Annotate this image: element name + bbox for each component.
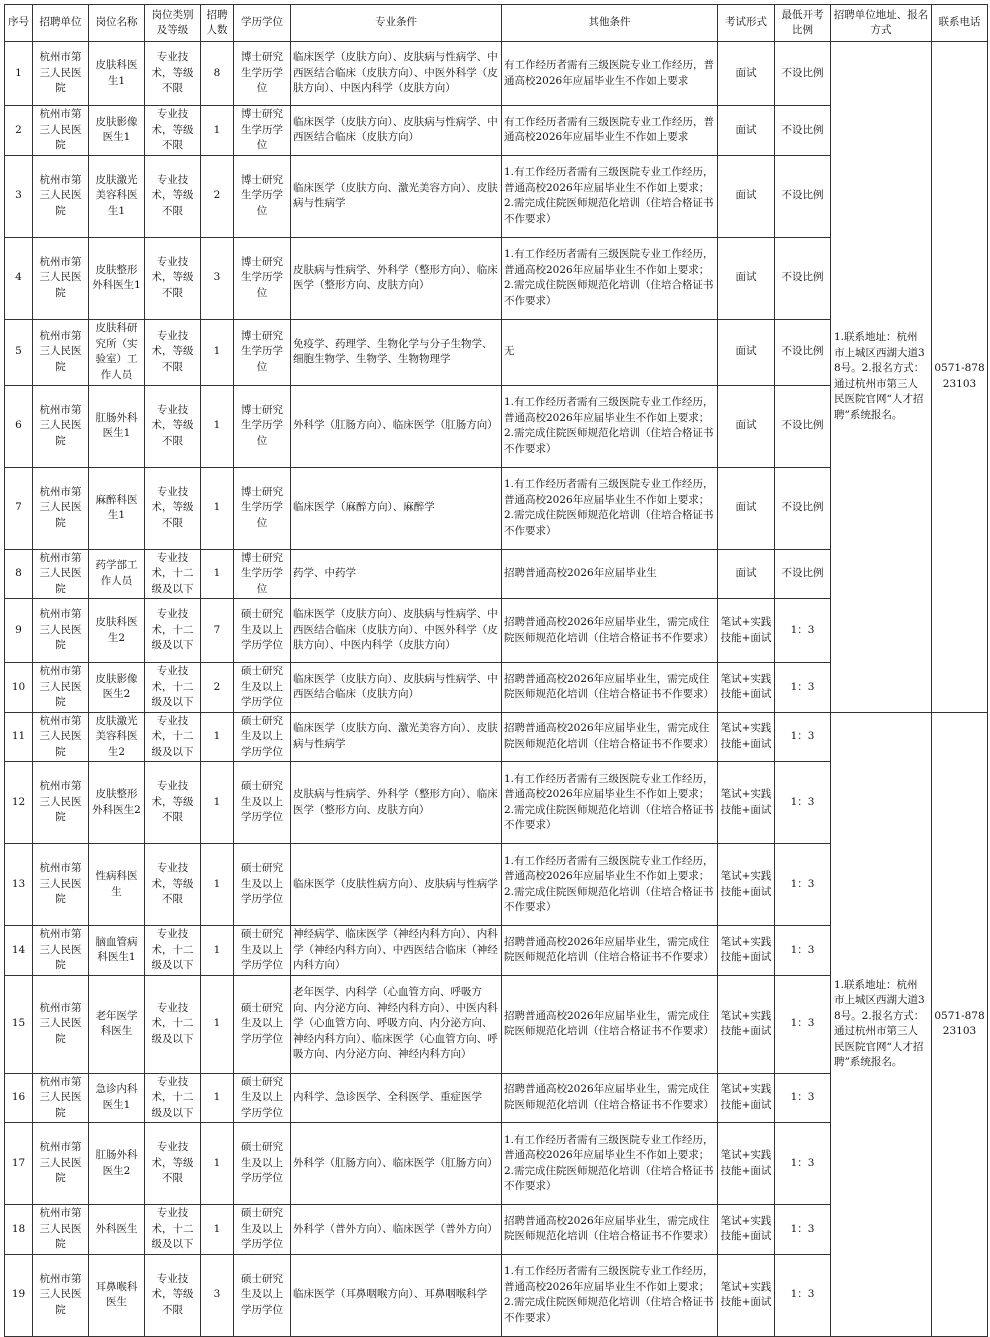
other-requirement: 1.有工作经历者需有三级医院专业工作经历，普通高校2026年应届毕业生不作如上要求；2.需完成住院医师规范化培训（住培合格证书不作要求） xyxy=(502,1123,718,1205)
post-name: 皮肤整形外科医生1 xyxy=(89,237,145,319)
post-category: 专业技术，十二级及以下 xyxy=(145,1205,201,1255)
exam-ratio: 1：3 xyxy=(775,975,831,1073)
hiring-count: 1 xyxy=(201,1205,234,1255)
row-number: 6 xyxy=(5,385,33,467)
education-requirement: 博士研究生学历学位 xyxy=(234,549,291,599)
post-category: 专业技术，十二级及以下 xyxy=(145,712,201,762)
employer-unit: 杭州市第三人民医院 xyxy=(33,467,89,549)
other-requirement: 1.有工作经历者需有三级医院专业工作经历，普通高校2026年应届毕业生不作如上要求；2.需完成住院医师规范化培训（住培合格证书不作要求） xyxy=(502,1254,718,1336)
education-requirement: 博士研究生学历学位 xyxy=(234,237,291,319)
table-body xyxy=(5,42,988,1337)
row-number: 18 xyxy=(5,1205,33,1255)
other-requirement: 1.有工作经历者需有三级医院专业工作经历，普通高校2026年应届毕业生不作如上要求；2.需完成住院医师规范化培训（住培合格证书不作要求） xyxy=(502,385,718,467)
row-number: 11 xyxy=(5,712,33,762)
row-number: 9 xyxy=(5,599,33,663)
major-requirement: 免疫学、药理学、生物化学与分子生物学、细胞生物学、生物学、生物物理学 xyxy=(291,319,502,385)
hiring-count: 2 xyxy=(201,663,234,713)
employer-unit: 杭州市第三人民医院 xyxy=(33,106,89,156)
exam-format: 笔试+实践技能+面试 xyxy=(718,1123,775,1205)
major-requirement: 外科学（普外方向）、临床医学（普外方向） xyxy=(291,1205,502,1255)
education-requirement: 硕士研究生及以上学历学位 xyxy=(234,844,291,926)
hiring-count: 7 xyxy=(201,599,234,663)
post-category: 专业技术，等级不限 xyxy=(145,1123,201,1205)
exam-ratio: 1：3 xyxy=(775,762,831,844)
education-requirement: 硕士研究生及以上学历学位 xyxy=(234,762,291,844)
row-number: 10 xyxy=(5,663,33,713)
post-name: 药学部工作人员 xyxy=(89,549,145,599)
other-requirement: 招聘普通高校2026年应届毕业生，需完成住院医师规范化培训（住培合格证书不作要求） xyxy=(502,1205,718,1255)
education-requirement: 博士研究生学历学位 xyxy=(234,106,291,156)
post-category: 专业技术，十二级及以下 xyxy=(145,599,201,663)
exam-format: 面试 xyxy=(718,319,775,385)
post-category: 专业技术，十二级及以下 xyxy=(145,975,201,1073)
hiring-count: 3 xyxy=(201,1254,234,1336)
employer-unit: 杭州市第三人民医院 xyxy=(33,844,89,926)
post-name: 皮肤激光美容科医生1 xyxy=(89,155,145,237)
row-number: 7 xyxy=(5,467,33,549)
exam-format: 笔试+实践技能+面试 xyxy=(718,663,775,713)
header-no: 序号 xyxy=(5,5,33,42)
header-contact: 招聘单位地址、报名方式 xyxy=(831,5,932,42)
post-name: 老年医学科医生 xyxy=(89,975,145,1073)
employer-unit: 杭州市第三人民医院 xyxy=(33,1254,89,1336)
header-category: 岗位类别及等级 xyxy=(145,5,201,42)
education-requirement: 硕士研究生及以上学历学位 xyxy=(234,1123,291,1205)
other-requirement: 无 xyxy=(502,319,718,385)
other-requirement: 招聘普通高校2026年应届毕业生，需完成住院医师规范化培训（住培合格证书不作要求） xyxy=(502,663,718,713)
major-requirement: 药学、中药学 xyxy=(291,549,502,599)
hiring-count: 1 xyxy=(201,467,234,549)
exam-ratio: 1：3 xyxy=(775,844,831,926)
education-requirement: 博士研究生学历学位 xyxy=(234,155,291,237)
exam-ratio: 不设比例 xyxy=(775,42,831,106)
major-requirement: 临床医学（皮肤方向、激光美容方向）、皮肤病与性病学 xyxy=(291,712,502,762)
row-number: 13 xyxy=(5,844,33,926)
post-category: 专业技术，等级不限 xyxy=(145,467,201,549)
post-name: 皮肤整形外科医生2 xyxy=(89,762,145,844)
exam-format: 面试 xyxy=(718,237,775,319)
exam-format: 笔试+实践技能+面试 xyxy=(718,975,775,1073)
employer-unit: 杭州市第三人民医院 xyxy=(33,155,89,237)
post-name: 肛肠外科医生2 xyxy=(89,1123,145,1205)
post-name: 皮肤科医生1 xyxy=(89,42,145,106)
post-category: 专业技术，等级不限 xyxy=(145,762,201,844)
hiring-count: 1 xyxy=(201,385,234,467)
employer-unit: 杭州市第三人民医院 xyxy=(33,385,89,467)
exam-format: 笔试+实践技能+面试 xyxy=(718,599,775,663)
other-requirement: 招聘普通高校2026年应届毕业生，需完成住院医师规范化培训（住培合格证书不作要求） xyxy=(502,975,718,1073)
hiring-count: 1 xyxy=(201,319,234,385)
education-requirement: 硕士研究生及以上学历学位 xyxy=(234,1254,291,1336)
exam-format: 笔试+实践技能+面试 xyxy=(718,1073,775,1123)
contact-address: 1.联系地址：杭州市上城区西湖大道38号。2.报名方式：通过杭州市第三人民医院官网“人才招聘”系统报名。 xyxy=(831,42,932,713)
header-count: 招聘人数 xyxy=(201,5,234,42)
employer-unit: 杭州市第三人民医院 xyxy=(33,762,89,844)
exam-format: 笔试+实践技能+面试 xyxy=(718,1254,775,1336)
exam-format: 面试 xyxy=(718,385,775,467)
exam-format: 面试 xyxy=(718,155,775,237)
exam-ratio: 不设比例 xyxy=(775,467,831,549)
post-category: 专业技术，等级不限 xyxy=(145,237,201,319)
post-category: 专业技术，等级不限 xyxy=(145,844,201,926)
other-requirement: 招聘普通高校2026年应届毕业生 xyxy=(502,549,718,599)
employer-unit: 杭州市第三人民医院 xyxy=(33,42,89,106)
recruitment-table xyxy=(4,4,988,1337)
exam-format: 面试 xyxy=(718,467,775,549)
post-category: 专业技术，十二级及以下 xyxy=(145,1073,201,1123)
contact-phone: 0571-87823103 xyxy=(932,712,988,1336)
exam-ratio: 1：3 xyxy=(775,712,831,762)
major-requirement: 神经病学、临床医学（神经内科方向）、内科学（神经内科方向）、中西医结合临床（神经内科方向） xyxy=(291,926,502,976)
hiring-count: 2 xyxy=(201,155,234,237)
other-requirement: 招聘普通高校2026年应届毕业生，需完成住院医师规范化培训（住培合格证书不作要求） xyxy=(502,1073,718,1123)
row-number: 14 xyxy=(5,926,33,976)
hiring-count: 1 xyxy=(201,975,234,1073)
other-requirement: 1.有工作经历者需有三级医院专业工作经历，普通高校2026年应届毕业生不作如上要求；2.需完成住院医师规范化培训（住培合格证书不作要求） xyxy=(502,762,718,844)
exam-format: 面试 xyxy=(718,549,775,599)
employer-unit: 杭州市第三人民医院 xyxy=(33,926,89,976)
education-requirement: 博士研究生学历学位 xyxy=(234,319,291,385)
post-category: 专业技术，等级不限 xyxy=(145,155,201,237)
header-exam: 考试形式 xyxy=(718,5,775,42)
other-requirement: 1.有工作经历者需有三级医院专业工作经历，普通高校2026年应届毕业生不作如上要求；2.需完成住院医师规范化培训（住培合格证书不作要求） xyxy=(502,155,718,237)
post-name: 脑血管病科医生1 xyxy=(89,926,145,976)
table-row xyxy=(5,712,988,762)
header-education: 学历学位 xyxy=(234,5,291,42)
employer-unit: 杭州市第三人民医院 xyxy=(33,319,89,385)
education-requirement: 博士研究生学历学位 xyxy=(234,467,291,549)
post-name: 麻醉科医生1 xyxy=(89,467,145,549)
other-requirement: 有工作经历者需有三级医院专业工作经历，普通高校2026年应届毕业生不作如上要求 xyxy=(502,42,718,106)
major-requirement: 临床医学（麻醉方向）、麻醉学 xyxy=(291,467,502,549)
post-category: 专业技术，十二级及以下 xyxy=(145,663,201,713)
employer-unit: 杭州市第三人民医院 xyxy=(33,1073,89,1123)
exam-format: 面试 xyxy=(718,106,775,156)
row-number: 15 xyxy=(5,975,33,1073)
post-category: 专业技术，等级不限 xyxy=(145,385,201,467)
major-requirement: 外科学（肛肠方向）、临床医学（肛肠方向） xyxy=(291,1123,502,1205)
education-requirement: 硕士研究生及以上学历学位 xyxy=(234,663,291,713)
header-unit: 招聘单位 xyxy=(33,5,89,42)
other-requirement: 1.有工作经历者需有三级医院专业工作经历，普通高校2026年应届毕业生不作如上要求；2.需完成住院医师规范化培训（住培合格证书不作要求） xyxy=(502,467,718,549)
education-requirement: 博士研究生学历学位 xyxy=(234,42,291,106)
exam-ratio: 1：3 xyxy=(775,599,831,663)
major-requirement: 临床医学（皮肤方向）、皮肤病与性病学、中西医结合临床（皮肤方向）、中医外科学（皮肤方向）、中医内科学（皮肤方向） xyxy=(291,599,502,663)
major-requirement: 临床医学（皮肤方向）、皮肤病与性病学、中西医结合临床（皮肤方向） xyxy=(291,106,502,156)
exam-ratio: 1：3 xyxy=(775,1205,831,1255)
post-name: 皮肤科研究所（实验室）工作人员 xyxy=(89,319,145,385)
hiring-count: 1 xyxy=(201,106,234,156)
employer-unit: 杭州市第三人民医院 xyxy=(33,1205,89,1255)
employer-unit: 杭州市第三人民医院 xyxy=(33,663,89,713)
exam-ratio: 1：3 xyxy=(775,1073,831,1123)
exam-ratio: 不设比例 xyxy=(775,319,831,385)
education-requirement: 硕士研究生及以上学历学位 xyxy=(234,1073,291,1123)
post-name: 肛肠外科医生1 xyxy=(89,385,145,467)
other-requirement: 1.有工作经历者需有三级医院专业工作经历，普通高校2026年应届毕业生不作如上要求；2.需完成住院医师规范化培训（住培合格证书不作要求） xyxy=(502,237,718,319)
exam-ratio: 不设比例 xyxy=(775,106,831,156)
header-phone: 联系电话 xyxy=(932,5,988,42)
row-number: 4 xyxy=(5,237,33,319)
row-number: 5 xyxy=(5,319,33,385)
exam-format: 笔试+实践技能+面试 xyxy=(718,762,775,844)
major-requirement: 老年医学、内科学（心血管方向、呼吸方向、内分泌方向、神经内科方向）、中医内科学（心血管方向、呼吸方向、内分泌方向、神经内科方向）、临床医学（心血管方向、呼吸方向、内分泌方向、神经内科方向） xyxy=(291,975,502,1073)
hiring-count: 1 xyxy=(201,1073,234,1123)
exam-ratio: 不设比例 xyxy=(775,237,831,319)
row-number: 1 xyxy=(5,42,33,106)
major-requirement: 内科学、急诊医学、全科医学、重症医学 xyxy=(291,1073,502,1123)
header-row xyxy=(5,5,988,42)
header-major: 专业条件 xyxy=(291,5,502,42)
other-requirement: 招聘普通高校2026年应届毕业生，需完成住院医师规范化培训（住培合格证书不作要求） xyxy=(502,926,718,976)
exam-ratio: 不设比例 xyxy=(775,155,831,237)
post-name: 耳鼻喉科医生 xyxy=(89,1254,145,1336)
row-number: 8 xyxy=(5,549,33,599)
hiring-count: 1 xyxy=(201,926,234,976)
major-requirement: 外科学（肛肠方向）、临床医学（肛肠方向） xyxy=(291,385,502,467)
hiring-count: 1 xyxy=(201,762,234,844)
hiring-count: 1 xyxy=(201,712,234,762)
employer-unit: 杭州市第三人民医院 xyxy=(33,549,89,599)
major-requirement: 皮肤病与性病学、外科学（整形方向）、临床医学（整形方向、皮肤方向） xyxy=(291,237,502,319)
row-number: 16 xyxy=(5,1073,33,1123)
education-requirement: 博士研究生学历学位 xyxy=(234,385,291,467)
row-number: 17 xyxy=(5,1123,33,1205)
other-requirement: 1.有工作经历者需有三级医院专业工作经历，普通高校2026年应届毕业生不作如上要求；2.需完成住院医师规范化培训（住培合格证书不作要求） xyxy=(502,844,718,926)
major-requirement: 临床医学（皮肤方向、激光美容方向）、皮肤病与性病学 xyxy=(291,155,502,237)
major-requirement: 临床医学（皮肤性病方向）、皮肤病与性病学 xyxy=(291,844,502,926)
exam-format: 笔试+实践技能+面试 xyxy=(718,712,775,762)
post-category: 专业技术，十二级及以下 xyxy=(145,549,201,599)
post-category: 专业技术，等级不限 xyxy=(145,106,201,156)
exam-format: 笔试+实践技能+面试 xyxy=(718,844,775,926)
contact-address: 1.联系地址：杭州市上城区西湖大道38号。2.报名方式：通过杭州市第三人民医院官网“人才招聘”系统报名。 xyxy=(831,712,932,1336)
employer-unit: 杭州市第三人民医院 xyxy=(33,975,89,1073)
employer-unit: 杭州市第三人民医院 xyxy=(33,237,89,319)
major-requirement: 皮肤病与性病学、外科学（整形方向）、临床医学（整形方向、皮肤方向） xyxy=(291,762,502,844)
post-name: 皮肤影像医生1 xyxy=(89,106,145,156)
contact-phone: 0571-87823103 xyxy=(932,42,988,713)
post-name: 外科医生 xyxy=(89,1205,145,1255)
header-other: 其他条件 xyxy=(502,5,718,42)
education-requirement: 硕士研究生及以上学历学位 xyxy=(234,599,291,663)
exam-format: 笔试+实践技能+面试 xyxy=(718,1205,775,1255)
post-name: 皮肤科医生2 xyxy=(89,599,145,663)
employer-unit: 杭州市第三人民医院 xyxy=(33,599,89,663)
education-requirement: 硕士研究生及以上学历学位 xyxy=(234,975,291,1073)
post-name: 皮肤激光美容科医生2 xyxy=(89,712,145,762)
hiring-count: 1 xyxy=(201,844,234,926)
post-name: 急诊内科医生1 xyxy=(89,1073,145,1123)
header-post: 岗位名称 xyxy=(89,5,145,42)
education-requirement: 硕士研究生及以上学历学位 xyxy=(234,1205,291,1255)
exam-ratio: 1：3 xyxy=(775,1123,831,1205)
post-category: 专业技术，等级不限 xyxy=(145,42,201,106)
exam-ratio: 不设比例 xyxy=(775,385,831,467)
exam-format: 面试 xyxy=(718,42,775,106)
hiring-count: 8 xyxy=(201,42,234,106)
other-requirement: 招聘普通高校2026年应届毕业生，需完成住院医师规范化培训（住培合格证书不作要求） xyxy=(502,712,718,762)
other-requirement: 有工作经历者需有三级医院专业工作经历，普通高校2026年应届毕业生不作如上要求 xyxy=(502,106,718,156)
post-category: 专业技术，等级不限 xyxy=(145,319,201,385)
exam-ratio: 不设比例 xyxy=(775,549,831,599)
hiring-count: 3 xyxy=(201,237,234,319)
exam-ratio: 1：3 xyxy=(775,663,831,713)
table-row xyxy=(5,42,988,106)
education-requirement: 硕士研究生及以上学历学位 xyxy=(234,926,291,976)
post-category: 专业技术，等级不限 xyxy=(145,1254,201,1336)
major-requirement: 临床医学（皮肤方向）、皮肤病与性病学、中西医结合临床（皮肤方向）、中医外科学（皮肤方向）、中医内科学（皮肤方向） xyxy=(291,42,502,106)
education-requirement: 硕士研究生及以上学历学位 xyxy=(234,712,291,762)
hiring-count: 1 xyxy=(201,549,234,599)
exam-format: 笔试+实践技能+面试 xyxy=(718,926,775,976)
exam-ratio: 1：3 xyxy=(775,1254,831,1336)
row-number: 12 xyxy=(5,762,33,844)
post-name: 性病科医生 xyxy=(89,844,145,926)
row-number: 3 xyxy=(5,155,33,237)
exam-ratio: 1：3 xyxy=(775,926,831,976)
row-number: 2 xyxy=(5,106,33,156)
post-name: 皮肤影像医生2 xyxy=(89,663,145,713)
employer-unit: 杭州市第三人民医院 xyxy=(33,1123,89,1205)
header-ratio: 最低开考比例 xyxy=(775,5,831,42)
hiring-count: 1 xyxy=(201,1123,234,1205)
major-requirement: 临床医学（耳鼻咽喉方向）、耳鼻咽喉科学 xyxy=(291,1254,502,1336)
other-requirement: 招聘普通高校2026年应届毕业生，需完成住院医师规范化培训（住培合格证书不作要求） xyxy=(502,599,718,663)
row-number: 19 xyxy=(5,1254,33,1336)
major-requirement: 临床医学（皮肤方向）、皮肤病与性病学、中西医结合临床（皮肤方向） xyxy=(291,663,502,713)
employer-unit: 杭州市第三人民医院 xyxy=(33,712,89,762)
post-category: 专业技术，十二级及以下 xyxy=(145,926,201,976)
